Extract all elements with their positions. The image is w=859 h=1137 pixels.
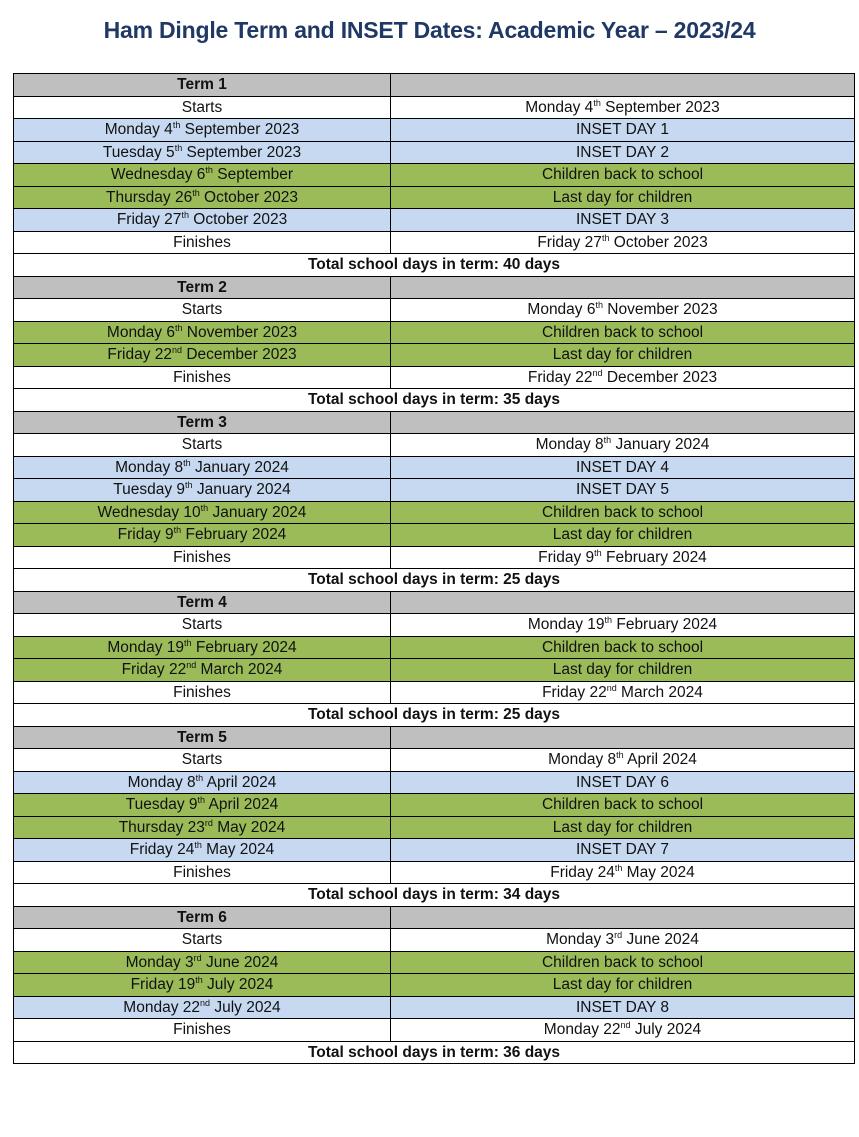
inset-day-row: [14, 771, 855, 794]
inset-day-row: [14, 209, 855, 232]
term-total-days: Total school days in term: 35 days: [14, 389, 855, 412]
term-total-days: Total school days in term: 40 days: [14, 254, 855, 277]
page-title: Ham Dingle Term and INSET Dates: Academic Year – 2023/24: [103, 17, 756, 43]
row-value: INSET DAY 3: [391, 209, 855, 232]
row-label: Thursday 23rd May 2024: [14, 816, 391, 839]
inset-day-row: [14, 119, 855, 142]
row-label: Finishes: [14, 366, 391, 389]
row-label: Monday 8th January 2024: [14, 456, 391, 479]
row-value: Monday 6th November 2023: [391, 299, 855, 322]
row-value: INSET DAY 8: [391, 996, 855, 1019]
term-header-empty-cell: [391, 276, 855, 299]
date-row: [14, 366, 855, 389]
inset-day-row: [14, 839, 855, 862]
row-label: Friday 24th May 2024: [14, 839, 391, 862]
row-label: Monday 3rd June 2024: [14, 951, 391, 974]
row-value: INSET DAY 2: [391, 141, 855, 164]
date-row: [14, 861, 855, 884]
children-day-row: [14, 164, 855, 187]
row-value: Monday 8th January 2024: [391, 434, 855, 457]
row-value: INSET DAY 5: [391, 479, 855, 502]
term-total-days: Total school days in term: 36 days: [14, 1041, 855, 1064]
row-label: Monday 22nd July 2024: [14, 996, 391, 1019]
row-value: Friday 22nd March 2024: [391, 681, 855, 704]
row-label: Thursday 26th October 2023: [14, 186, 391, 209]
row-label: Finishes: [14, 231, 391, 254]
children-day-row: [14, 816, 855, 839]
row-label: Wednesday 10th January 2024: [14, 501, 391, 524]
date-row: [14, 434, 855, 457]
children-day-row: [14, 636, 855, 659]
row-label: Finishes: [14, 1019, 391, 1042]
term-name: Term 5: [14, 726, 391, 749]
row-label: Starts: [14, 749, 391, 772]
term-total-row: [14, 389, 855, 412]
row-label: Monday 8th April 2024: [14, 771, 391, 794]
row-value: Friday 22nd December 2023: [391, 366, 855, 389]
term-total-row: [14, 569, 855, 592]
row-label: Tuesday 5th September 2023: [14, 141, 391, 164]
row-value: INSET DAY 7: [391, 839, 855, 862]
term-header-empty-cell: [391, 906, 855, 929]
row-value: Children back to school: [391, 321, 855, 344]
term-total-row: [14, 884, 855, 907]
row-label: Starts: [14, 929, 391, 952]
row-value: Monday 22nd July 2024: [391, 1019, 855, 1042]
term-name: Term 2: [14, 276, 391, 299]
row-value: Monday 19th February 2024: [391, 614, 855, 637]
row-value: Children back to school: [391, 501, 855, 524]
term-header-empty-cell: [391, 726, 855, 749]
row-value: Last day for children: [391, 186, 855, 209]
row-label: Starts: [14, 434, 391, 457]
children-day-row: [14, 524, 855, 547]
inset-day-row: [14, 141, 855, 164]
row-value: Friday 27th October 2023: [391, 231, 855, 254]
row-value: Monday 8th April 2024: [391, 749, 855, 772]
row-label: Monday 4th September 2023: [14, 119, 391, 142]
row-label: Starts: [14, 614, 391, 637]
children-day-row: [14, 321, 855, 344]
date-row: [14, 299, 855, 322]
children-day-row: [14, 794, 855, 817]
row-value: Children back to school: [391, 951, 855, 974]
row-label: Tuesday 9th April 2024: [14, 794, 391, 817]
date-row: [14, 614, 855, 637]
term-name: Term 3: [14, 411, 391, 434]
term-header-row: [14, 906, 855, 929]
date-row: [14, 681, 855, 704]
children-day-row: [14, 974, 855, 997]
row-value: Monday 4th September 2023: [391, 96, 855, 119]
term-header-empty-cell: [391, 74, 855, 97]
row-label: Monday 6th November 2023: [14, 321, 391, 344]
term-total-row: [14, 254, 855, 277]
row-value: Last day for children: [391, 974, 855, 997]
row-label: Finishes: [14, 546, 391, 569]
term-header-empty-cell: [391, 591, 855, 614]
term-dates-table: [13, 73, 855, 1064]
term-name: Term 4: [14, 591, 391, 614]
row-label: Friday 9th February 2024: [14, 524, 391, 547]
row-label: Friday 22nd March 2024: [14, 659, 391, 682]
row-label: Wednesday 6th September: [14, 164, 391, 187]
term-header-row: [14, 726, 855, 749]
row-value: Monday 3rd June 2024: [391, 929, 855, 952]
term-total-row: [14, 704, 855, 727]
term-header-row: [14, 411, 855, 434]
row-value: Last day for children: [391, 816, 855, 839]
date-row: [14, 749, 855, 772]
children-day-row: [14, 186, 855, 209]
row-value: Children back to school: [391, 794, 855, 817]
row-label: Finishes: [14, 861, 391, 884]
row-label: Friday 27th October 2023: [14, 209, 391, 232]
term-total-days: Total school days in term: 25 days: [14, 569, 855, 592]
row-value: INSET DAY 1: [391, 119, 855, 142]
term-name: Term 6: [14, 906, 391, 929]
inset-day-row: [14, 996, 855, 1019]
row-label: Finishes: [14, 681, 391, 704]
term-header-empty-cell: [391, 411, 855, 434]
term-dates-table-body: [14, 74, 855, 1064]
row-label: Tuesday 9th January 2024: [14, 479, 391, 502]
row-value: Last day for children: [391, 524, 855, 547]
children-day-row: [14, 501, 855, 524]
date-row: [14, 96, 855, 119]
row-value: Last day for children: [391, 344, 855, 367]
row-value: Last day for children: [391, 659, 855, 682]
row-value: Children back to school: [391, 164, 855, 187]
row-label: Friday 19th July 2024: [14, 974, 391, 997]
term-header-row: [14, 591, 855, 614]
row-label: Friday 22nd December 2023: [14, 344, 391, 367]
term-header-row: [14, 74, 855, 97]
term-total-row: [14, 1041, 855, 1064]
term-total-days: Total school days in term: 25 days: [14, 704, 855, 727]
row-value: INSET DAY 6: [391, 771, 855, 794]
row-value: INSET DAY 4: [391, 456, 855, 479]
term-total-days: Total school days in term: 34 days: [14, 884, 855, 907]
row-label: Starts: [14, 299, 391, 322]
children-day-row: [14, 951, 855, 974]
inset-day-row: [14, 479, 855, 502]
children-day-row: [14, 659, 855, 682]
date-row: [14, 1019, 855, 1042]
row-label: Starts: [14, 96, 391, 119]
row-label: Monday 19th February 2024: [14, 636, 391, 659]
children-day-row: [14, 344, 855, 367]
term-name: Term 1: [14, 74, 391, 97]
date-row: [14, 546, 855, 569]
inset-day-row: [14, 456, 855, 479]
row-value: Children back to school: [391, 636, 855, 659]
date-row: [14, 231, 855, 254]
term-header-row: [14, 276, 855, 299]
row-value: Friday 24th May 2024: [391, 861, 855, 884]
row-value: Friday 9th February 2024: [391, 546, 855, 569]
date-row: [14, 929, 855, 952]
